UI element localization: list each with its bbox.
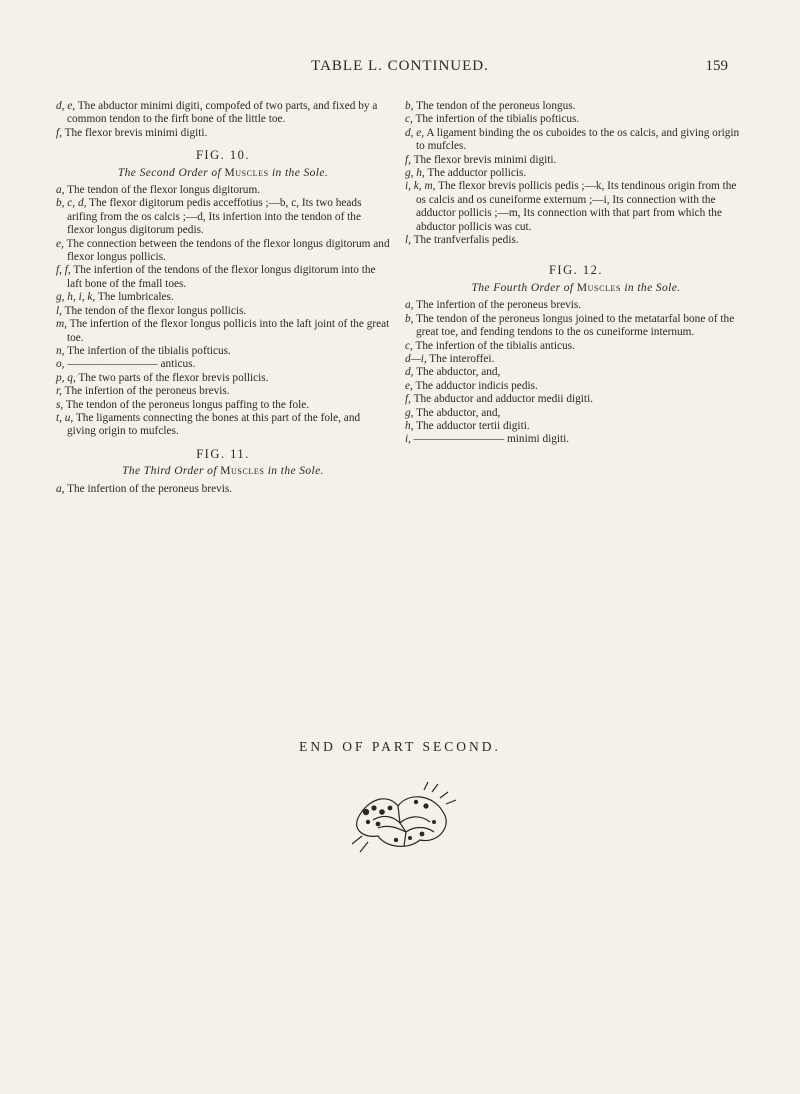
fig-11-list — [56, 483, 390, 496]
entry-key: c, — [405, 339, 413, 352]
running-title: TABLE L. CONTINUED. — [311, 58, 489, 74]
left-intro-list — [56, 100, 390, 140]
entry-key: r, — [56, 385, 62, 398]
entry-key: i, — [405, 433, 411, 446]
entry-text: The abductor and adductor medii digiti. — [413, 393, 594, 406]
end-of-part: END OF PART SECOND. — [299, 739, 501, 754]
entry-key: f, — [405, 393, 411, 406]
legend-entry — [56, 318, 390, 345]
entry-text: The tendon of the peroneus longus joined to the metatarfal bone of the great toe, and fending tendons to the os cuneiforme internum. — [416, 312, 735, 339]
entry-text: The tendon of the flexor longus pollicis. — [64, 304, 247, 317]
legend-entry — [405, 366, 747, 379]
entry-text: The tendon of the peroneus longus paffing to the fole. — [65, 398, 310, 411]
fig-12-list — [405, 299, 747, 446]
legend-entry — [405, 167, 747, 180]
fig-11-subtitle-pre: The Third Order of — [122, 465, 217, 478]
legend-entry — [405, 313, 747, 340]
entry-text: The flexor digitorum pedis acceffotius ;—b, c, Its two heads arifing from the os calcis ;—d, Its infertion into the tendon of the flexor longus digitorum pedis. — [67, 197, 362, 237]
entry-text: The infertion of the flexor longus pollicis into the laft joint of the great toe. — [67, 318, 390, 344]
entry-text: The ligaments connecting the bones at this part of the fole, and giving origin to mufcles. — [67, 411, 361, 438]
entry-key: d—i, — [405, 352, 427, 365]
right-intro-list — [405, 100, 747, 247]
entry-text: The interoffei. — [429, 352, 495, 365]
fig-10-heading: FIG. 10. — [195, 148, 251, 163]
entry-key: o, — [56, 358, 65, 371]
entry-key: d, — [405, 366, 414, 379]
entry-key: g, — [405, 406, 414, 419]
legend-entry — [405, 433, 747, 446]
legend-entry — [405, 407, 747, 420]
entry-text: The flexor brevis pollicis pedis ;—k, Its tendinous origin from the os calcis and os cuneiforme externum ;—i, Its connection with the adductor pollicis ;—m, Its connection with that part from which the abductor pollicis was cut. — [416, 180, 737, 233]
entry-text: The infertion of the tibialis pofticus. — [415, 113, 580, 126]
entry-text: The flexor brevis minimi digiti. — [413, 153, 557, 166]
fig-10-subtitle-pre: The Second Order of — [117, 166, 222, 179]
entry-key: f, — [56, 126, 62, 139]
legend-entry — [405, 180, 747, 234]
fig-10-list — [56, 184, 390, 439]
legend-entry — [405, 154, 747, 167]
entry-key: e, — [405, 379, 413, 392]
entry-text: A ligament binding the os cuboides to the os calcis, and giving origin to mufcles. — [416, 126, 740, 153]
fig-10-subtitle — [56, 167, 390, 180]
legend-entry — [405, 127, 747, 154]
legend-entry — [56, 372, 390, 385]
legend-entry — [56, 238, 390, 265]
entry-text: The abductor, and, — [416, 406, 501, 419]
entry-text: The two parts of the flexor brevis pollicis. — [78, 371, 269, 384]
entry-text: The adductor pollicis. — [427, 167, 527, 180]
fig-10-subtitle-sc: Muscles — [224, 166, 269, 179]
legend-entry — [405, 234, 747, 247]
fig-11-subtitle — [56, 465, 390, 478]
entry-key: b, c, d, — [56, 197, 87, 210]
legend-entry — [405, 299, 747, 312]
entry-text: The infertion of the peroneus brevis. — [416, 299, 582, 312]
entry-key: f, f, — [56, 264, 71, 277]
entry-key: m, — [56, 318, 67, 331]
entry-text: ———————— anticus. — [67, 358, 196, 371]
entry-text: ———————— minimi digiti. — [413, 433, 570, 446]
entry-text: The flexor brevis minimi digiti. — [64, 126, 208, 139]
legend-entry — [56, 412, 390, 439]
entry-text: The tendon of the flexor longus digitorum. — [67, 184, 261, 197]
legend-entry — [405, 393, 747, 406]
entry-key: c, — [405, 113, 413, 126]
entry-text: The abductor, and, — [416, 366, 501, 379]
entry-text: The connection between the tendons of the flexor longus digitorum and flexor longus pollicis. — [66, 237, 390, 264]
legend-entry — [56, 483, 390, 496]
entry-key: d, e, — [405, 126, 425, 139]
entry-key: a, — [56, 184, 65, 197]
fig-10-subtitle-post: in the Sole. — [271, 166, 329, 179]
legend-entry — [405, 353, 747, 366]
entry-key: l, — [405, 234, 411, 247]
legend-entry — [56, 184, 390, 197]
entry-text: The infertion of the tibialis anticus. — [415, 339, 575, 352]
anatomical-vignette-icon — [338, 778, 473, 858]
entry-text: The infertion of the peroneus brevis. — [64, 385, 230, 398]
legend-entry — [56, 305, 390, 318]
entry-text: The adductor indicis pedis. — [415, 379, 538, 392]
entry-key: n, — [56, 344, 65, 357]
legend-entry — [405, 380, 747, 393]
entry-key: p, q, — [56, 371, 76, 384]
entry-key: b, — [405, 312, 414, 325]
entry-text: The infertion of the peroneus brevis. — [67, 482, 233, 495]
entry-key: i, k, m, — [405, 180, 436, 193]
entry-text: The adductor tertii digiti. — [416, 419, 530, 432]
entry-key: l, — [56, 304, 62, 317]
legend-entry — [56, 358, 390, 371]
entry-key: d, e, — [56, 100, 76, 112]
legend-entry — [405, 113, 747, 126]
page-header — [0, 58, 800, 82]
legend-entry — [405, 420, 747, 433]
entry-text: The lumbricales. — [97, 291, 174, 304]
fig-11-subtitle-sc: Muscles — [220, 465, 265, 478]
entry-key: e, — [56, 237, 64, 250]
right-column — [405, 100, 747, 447]
entry-key: b, — [405, 100, 414, 112]
entry-text: The tendon of the peroneus longus. — [416, 100, 576, 112]
legend-entry — [56, 399, 390, 412]
left-column — [56, 100, 390, 496]
page-number: 159 — [705, 58, 728, 74]
fig-12-subtitle-pre: The Fourth Order of — [471, 281, 574, 294]
legend-entry — [405, 340, 747, 353]
entry-key: a, — [56, 482, 65, 495]
legend-entry — [56, 127, 390, 140]
fig-12-heading: FIG. 12. — [548, 263, 604, 278]
fig-12-subtitle — [405, 282, 747, 295]
entry-text: The abductor minimi digiti, compofed of two parts, and fixed by a common tendon to the firft bone of the little toe. — [67, 100, 378, 126]
entry-key: g, h, — [405, 167, 425, 180]
legend-entry — [405, 100, 747, 113]
entry-text: The infertion of the tendons of the flexor longus digitorum into the laft bone of the fmall toes. — [67, 264, 376, 290]
entry-key: f, — [405, 153, 411, 166]
fig-12-subtitle-sc: Muscles — [576, 281, 622, 294]
legend-entry — [56, 264, 390, 291]
entry-text: The infertion of the tibialis pofticus. — [67, 344, 231, 357]
fig-11-heading: FIG. 11. — [196, 446, 250, 461]
entry-key: a, — [405, 299, 414, 312]
legend-entry — [56, 385, 390, 398]
legend-entry — [56, 100, 390, 127]
entry-key: t, u, — [56, 411, 74, 424]
fig-11-subtitle-post: in the Sole. — [267, 465, 324, 478]
legend-entry — [56, 345, 390, 358]
entry-key: h, — [405, 419, 414, 432]
entry-key: s, — [56, 398, 64, 411]
entry-key: g, h, i, k, — [56, 291, 96, 304]
legend-entry — [56, 197, 390, 237]
fig-12-subtitle-post: in the Sole. — [624, 281, 681, 294]
legend-entry — [56, 291, 390, 304]
entry-text: The tranfverfalis pedis. — [413, 234, 519, 247]
